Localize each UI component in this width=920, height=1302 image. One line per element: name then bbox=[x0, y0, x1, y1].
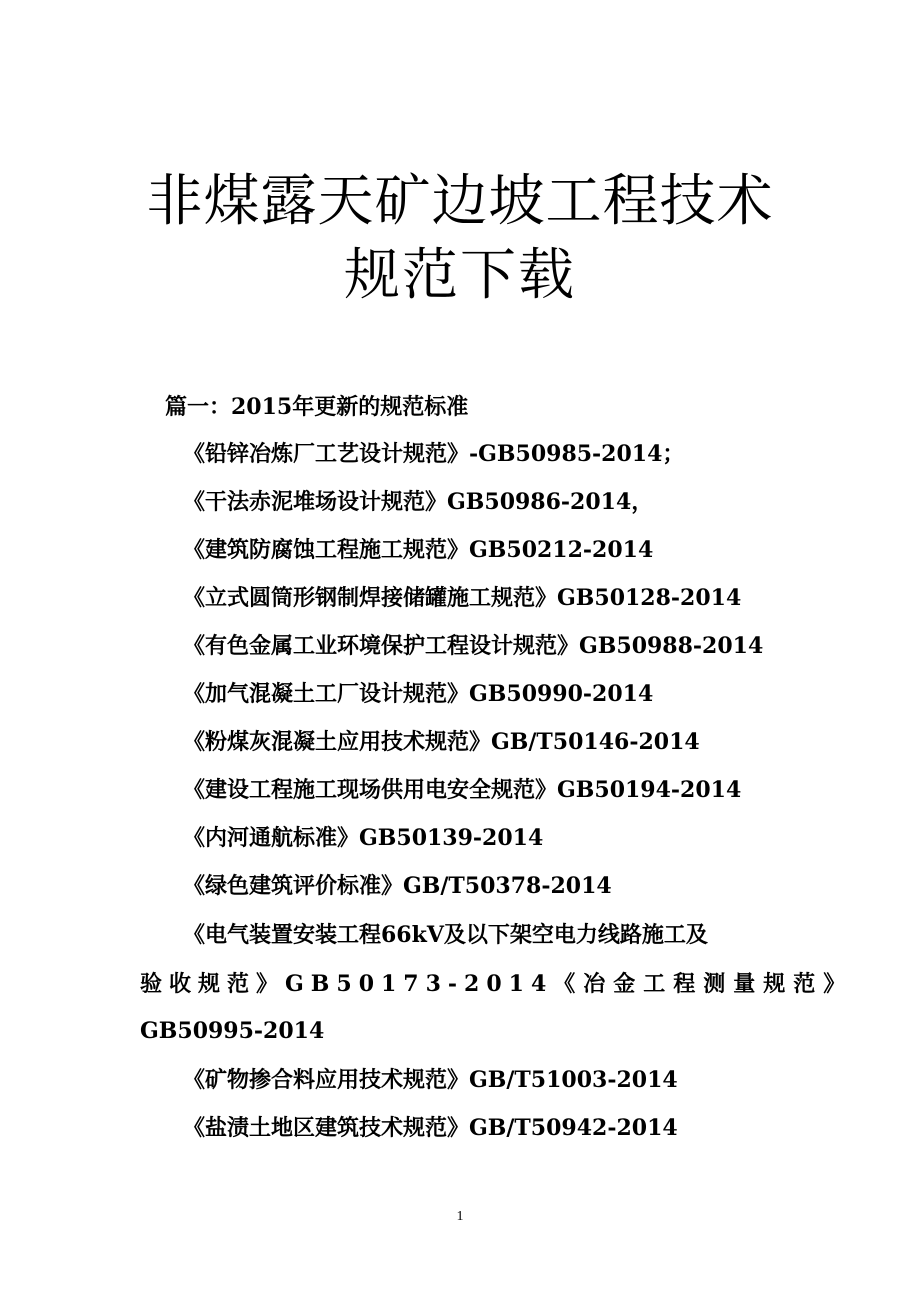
standard-item: 《建设工程施工现场供用电安全规范》GB50194-2014 bbox=[183, 777, 742, 803]
wrapped-line-1: 《电气装置安装工程66kV及以下架空电力线路施工及 bbox=[183, 922, 708, 948]
standard-item: 《有色金属工业环境保护工程设计规范》GB50988-2014 bbox=[183, 633, 764, 659]
standard-item: 《建筑防腐蚀工程施工规范》GB50212-2014 bbox=[183, 537, 654, 563]
wrapped-line-3: GB50995-2014 bbox=[140, 1018, 325, 1044]
wrapped-line-2-part-1: 验收规范》GB50173-2014 bbox=[140, 971, 554, 997]
page-number: 1 bbox=[456, 1209, 464, 1224]
wrapped-line-2-part-2: 《冶金工程测量规范》 bbox=[553, 971, 854, 997]
standard-item: 《加气混凝土工厂设计规范》GB50990-2014 bbox=[183, 681, 654, 707]
standard-item: 《干法赤泥堆场设计规范》GB50986-2014， bbox=[183, 489, 654, 515]
standard-item: 《内河通航标准》GB50139-2014 bbox=[183, 825, 544, 851]
standard-item: 《粉煤灰混凝土应用技术规范》GB/T50146-2014 bbox=[183, 729, 700, 755]
standard-item: 《铅锌冶炼厂工艺设计规范》-GB50985-2014； bbox=[183, 441, 685, 467]
standard-item: 《立式圆筒形钢制焊接储罐施工规范》GB50128-2014 bbox=[183, 585, 742, 611]
standard-item: 《绿色建筑评价标准》GB/T50378-2014 bbox=[183, 873, 612, 899]
section-heading: 篇一：2015年更新的规范标准 bbox=[165, 394, 469, 420]
wrapped-line-2 bbox=[140, 969, 854, 999]
standard-item: 《矿物掺合料应用技术规范》GB/T51003-2014 bbox=[183, 1067, 678, 1093]
standard-item: 《盐渍土地区建筑技术规范》GB/T50942-2014 bbox=[183, 1115, 678, 1141]
document-title-line-2: 规范下载 bbox=[344, 243, 576, 308]
document-title-line-1: 非煤露天矿边坡工程技术 bbox=[146, 169, 774, 234]
